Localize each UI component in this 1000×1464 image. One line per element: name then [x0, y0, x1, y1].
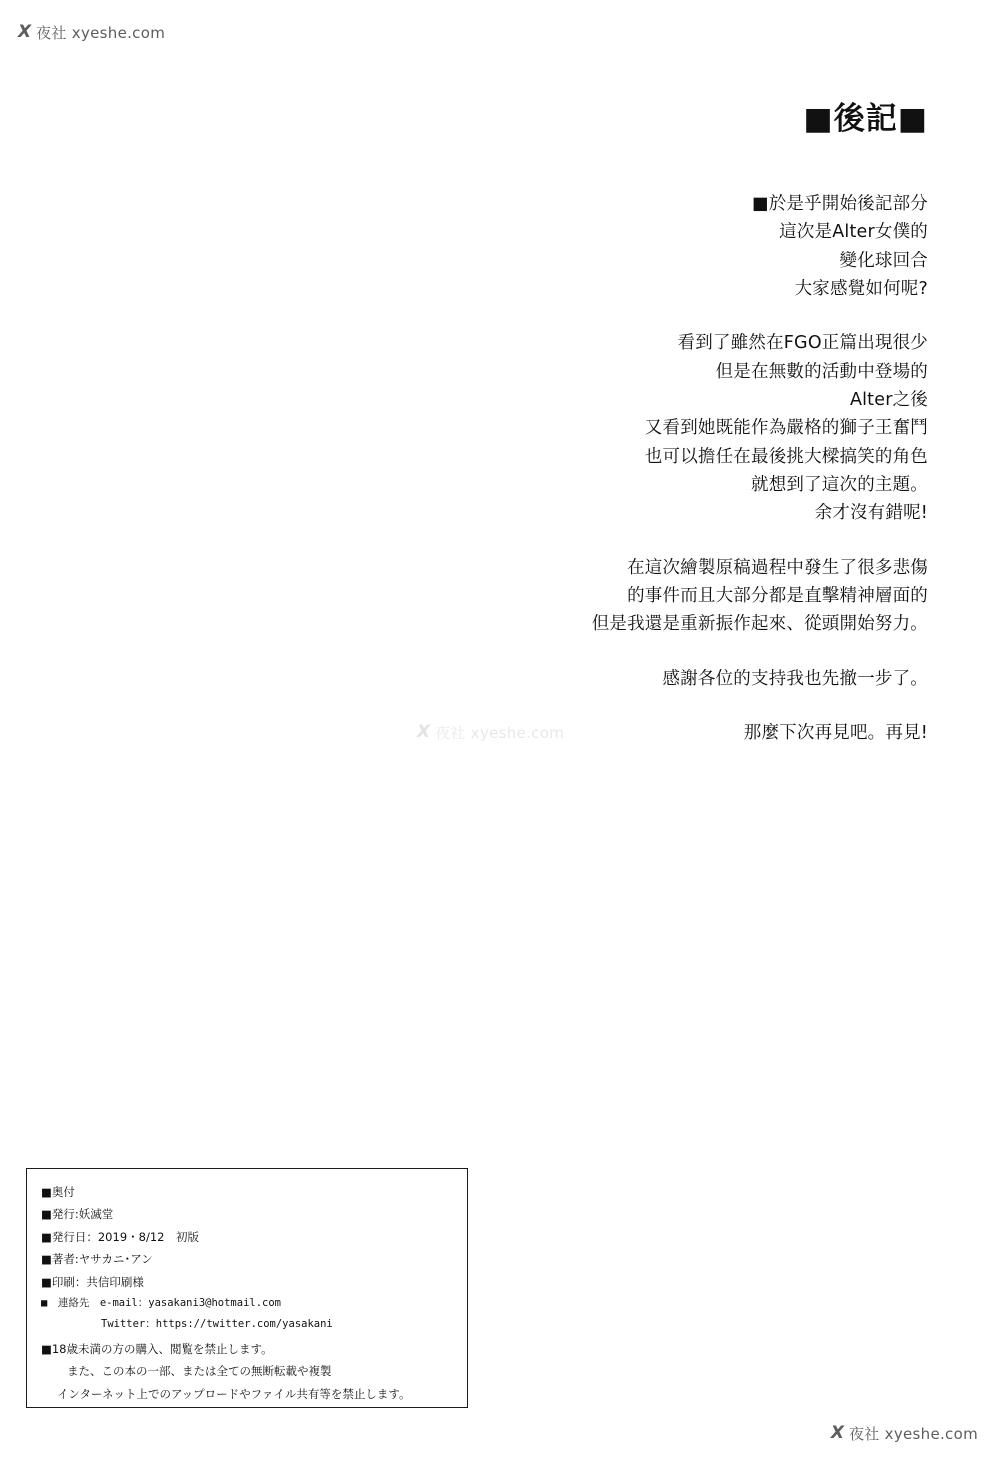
watermark-logo-icon: X: [417, 722, 431, 742]
afterword-line: ■於是乎開始後記部分: [751, 193, 928, 214]
colophon-line: インターネット上でのアップロードやファイル共有等を禁止します。: [57, 1386, 411, 1401]
afterword-line: 的事件而且大部分都是直擊精神層面的: [627, 586, 928, 607]
afterword-title: ■後記■: [803, 100, 928, 137]
watermark-text: 夜社 xyeshe.com: [435, 724, 565, 742]
afterword-line: 變化球回合: [839, 250, 928, 271]
afterword-line: 余才沒有錯呢!: [814, 503, 928, 524]
watermark-bottom-right: [831, 1423, 978, 1444]
afterword-line: Alter之後: [849, 390, 928, 411]
colophon-line: ■発行日：2019・8/12 初版: [41, 1229, 199, 1244]
afterword-line: 在這次繪製原稿過程中發生了很多悲傷: [627, 557, 928, 578]
afterword-line: 也可以擔任在最後挑大樑搞笑的角色: [644, 446, 928, 467]
afterword-section: [308, 80, 928, 773]
watermark-text: 夜社 xyeshe.com: [848, 1425, 978, 1443]
colophon-line: ■発行:妖滅堂: [41, 1207, 114, 1222]
afterword-paragraph: [308, 329, 928, 527]
afterword-line: 又看到她既能作為嚴格的獅子王奮鬥: [644, 418, 928, 439]
afterword-line: 就想到了這次的主題。: [751, 475, 928, 496]
colophon-contact-email: ■ 連絡先 e-mail：yasakani3@hotmail.com: [41, 1297, 282, 1310]
afterword-line: 大家感覺如何呢?: [794, 278, 928, 299]
watermark-logo-icon: X: [830, 1423, 844, 1443]
colophon-line: ■著者:ヤサカニ･アン: [41, 1252, 153, 1267]
afterword-paragraph: [308, 719, 928, 747]
watermark-logo-icon: X: [18, 22, 32, 42]
colophon-line: ■奥付: [41, 1185, 75, 1199]
afterword-paragraph: [308, 554, 928, 639]
afterword-line: 但是在無數的活動中登場的: [715, 361, 928, 382]
afterword-line: 看到了雖然在FGO正篇出現很少: [677, 333, 928, 354]
colophon-line: ■印刷：共信印刷様: [41, 1274, 144, 1289]
colophon-line: また、この本の一部、または全ての無断転載や複製: [67, 1364, 332, 1379]
watermark-top-left: [18, 22, 165, 43]
afterword-paragraph: [308, 665, 928, 693]
watermark-text: 夜社 xyeshe.com: [36, 24, 166, 42]
colophon-box: [26, 1168, 468, 1408]
afterword-line: 這次是Alter女僕的: [779, 222, 928, 243]
colophon-age-notice: ■18歳未満の方の購入、閲覧を禁止します。: [41, 1342, 273, 1357]
afterword-line: 但是我還是重新振作起來、從頭開始努力。: [591, 614, 928, 635]
colophon-contact-twitter: Twitter：https://twitter.com/yasakani: [101, 1317, 333, 1330]
afterword-line: 那麼下次再見吧。再見!: [743, 723, 928, 744]
afterword-paragraph: [308, 190, 928, 303]
afterword-line: 感謝各位的支持我也先撤一步了。: [662, 668, 928, 689]
